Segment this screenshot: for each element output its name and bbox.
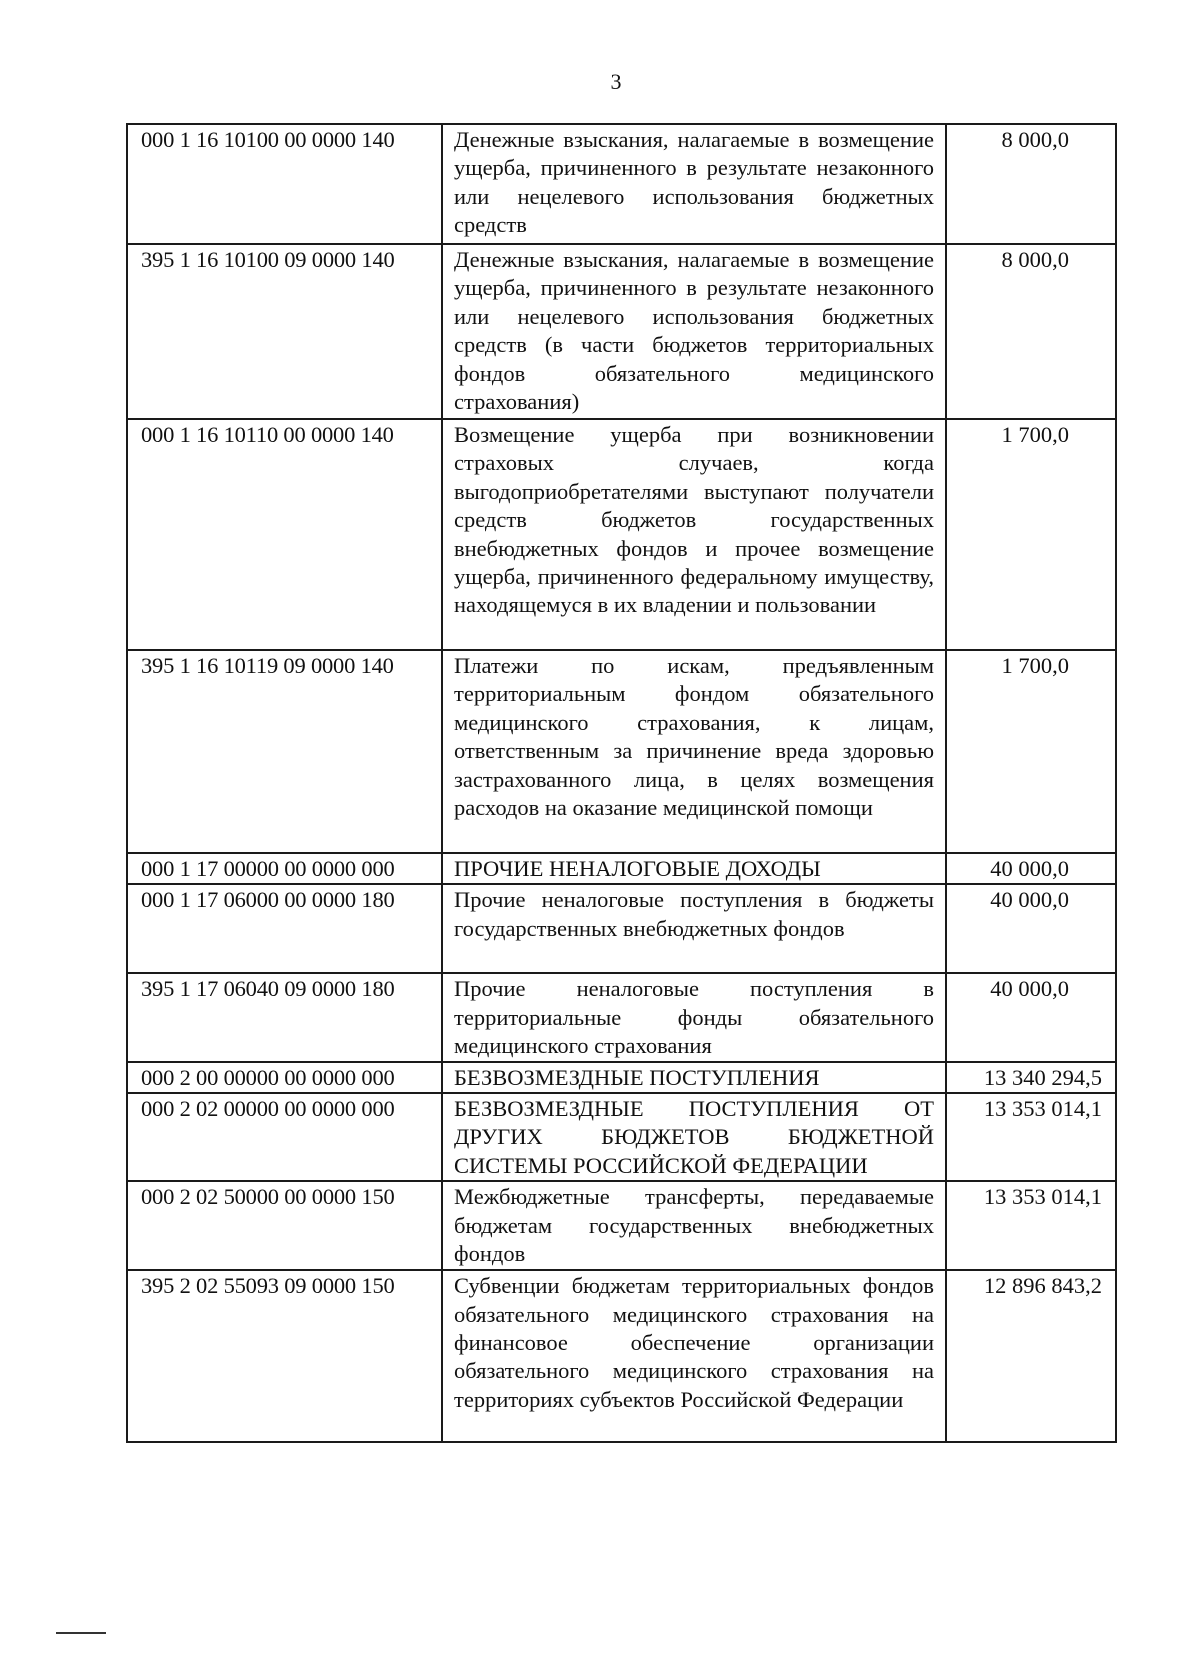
revenue-name-cell: Субвенции бюджетам территориальных фондов обязательного медицинского страхования на финансовое обеспечение организации обязательного медицинского страхования на территориях субъектов Российской Федерации: [442, 1270, 946, 1442]
amount-cell: 13 353 014,1: [946, 1181, 1116, 1270]
amount-cell: 12 896 843,2: [946, 1270, 1116, 1442]
amount-cell: 8 000,0: [946, 244, 1116, 419]
budget-code-cell: 000 2 02 50000 00 0000 150: [127, 1181, 442, 1270]
budget-code-cell: 395 2 02 55093 09 0000 150: [127, 1270, 442, 1442]
revenue-name-cell: БЕЗВОЗМЕЗДНЫЕ ПОСТУПЛЕНИЯ ОТ ДРУГИХ БЮДЖЕТОВ БЮДЖЕТНОЙ СИСТЕМЫ РОССИЙСКОЙ ФЕДЕРАЦИИ: [442, 1093, 946, 1181]
revenue-name-cell: БЕЗВОЗМЕЗДНЫЕ ПОСТУПЛЕНИЯ: [442, 1062, 946, 1093]
table-row: [127, 244, 1116, 419]
revenue-name-cell: Межбюджетные трансферты, передаваемые бюджетам государственных внебюджетных фондов: [442, 1181, 946, 1270]
budget-code-cell: 000 1 16 10100 00 0000 140: [127, 124, 442, 244]
budget-code-cell: 000 2 02 00000 00 0000 000: [127, 1093, 442, 1181]
table-row: [127, 1093, 1116, 1181]
budget-code-cell: 395 1 16 10119 09 0000 140: [127, 650, 442, 853]
table-row: [127, 884, 1116, 973]
table-row: [127, 1062, 1116, 1093]
revenue-name-cell: Прочие неналоговые поступления в бюджеты государственных внебюджетных фондов: [442, 884, 946, 973]
page-number: 3: [610, 69, 622, 94]
table-row: [127, 1270, 1116, 1442]
amount-cell: 1 700,0: [946, 419, 1116, 650]
table-row: [127, 419, 1116, 650]
footer-line: [56, 1632, 106, 1634]
revenue-name-cell: Денежные взыскания, налагаемые в возмещение ущерба, причиненного в результате незаконного или нецелевого использования бюджетных средств (в части бюджетов территориальных фондов обязательного медицинского страхования): [442, 244, 946, 419]
revenue-name-cell: Платежи по искам, предъявленным территориальным фондом обязательного медицинского страхования, к лицам, ответственным за причинение вреда здоровью застрахованного лица, в целях возмещения расходов на оказание медицинской помощи: [442, 650, 946, 853]
budget-code-cell: 000 1 17 00000 00 0000 000: [127, 853, 442, 884]
budget-code-cell: 000 1 16 10110 00 0000 140: [127, 419, 442, 650]
amount-cell: 40 000,0: [946, 884, 1116, 973]
budget-code-cell: 395 1 16 10100 09 0000 140: [127, 244, 442, 419]
budget-code-cell: 395 1 17 06040 09 0000 180: [127, 973, 442, 1061]
revenue-name-cell: Возмещение ущерба при возникновении страховых случаев, когда выгодоприобретателями выступают получатели средств бюджетов государственных внебюджетных фондов и прочее возмещение ущерба, причиненного федеральному имуществу, находящемуся в их владении и пользовании: [442, 419, 946, 650]
budget-code-cell: 000 2 00 00000 00 0000 000: [127, 1062, 442, 1093]
amount-cell: 8 000,0: [946, 124, 1116, 244]
amount-cell: 13 340 294,5: [946, 1062, 1116, 1093]
budget-code-cell: 000 1 17 06000 00 0000 180: [127, 884, 442, 973]
table-row: [127, 124, 1116, 244]
amount-cell: 13 353 014,1: [946, 1093, 1116, 1181]
table-row: [127, 650, 1116, 853]
table-row: [127, 973, 1116, 1061]
budget-revenue-table: [126, 123, 1117, 1443]
amount-cell: 1 700,0: [946, 650, 1116, 853]
revenue-name-cell: Прочие неналоговые поступления в территориальные фонды обязательного медицинского страхования: [442, 973, 946, 1061]
amount-cell: 40 000,0: [946, 973, 1116, 1061]
revenue-name-cell: ПРОЧИЕ НЕНАЛОГОВЫЕ ДОХОДЫ: [442, 853, 946, 884]
amount-cell: 40 000,0: [946, 853, 1116, 884]
revenue-name-cell: Денежные взыскания, налагаемые в возмещение ущерба, причиненного в результате незаконного или нецелевого использования бюджетных средств: [442, 124, 946, 244]
table-row: [127, 1181, 1116, 1270]
table-row: [127, 853, 1116, 884]
